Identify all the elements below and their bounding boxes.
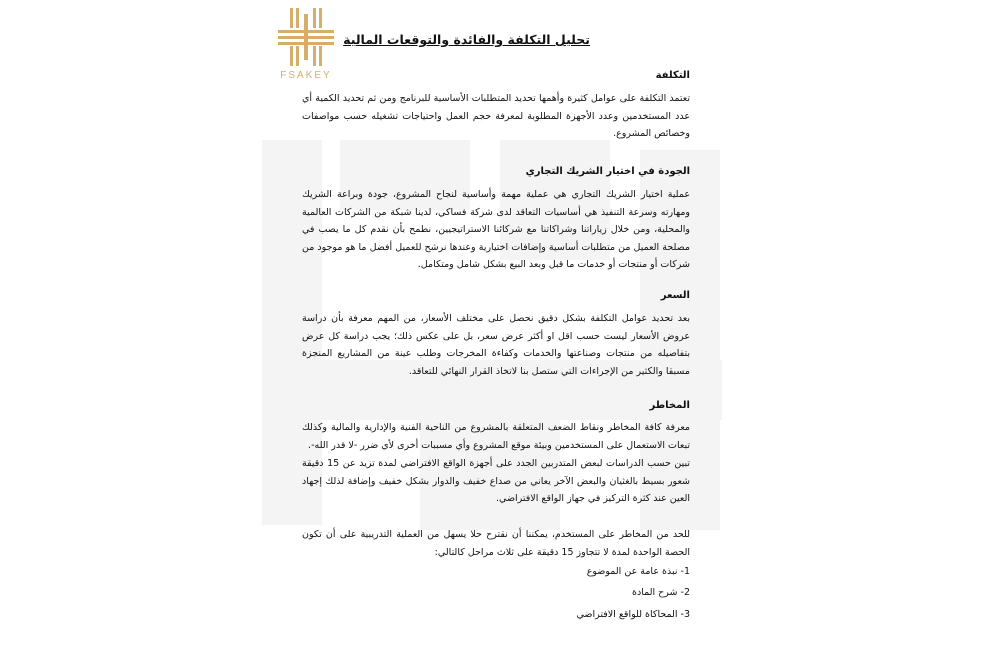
list-item: 1- نبذة عامة عن الموضوع	[586, 566, 690, 577]
section-heading-cost: التكلفة	[655, 70, 690, 81]
logo	[276, 6, 336, 80]
section-body-quality: عملية اختيار الشريك التجاري هي عملية مهمة وأساسية لنجاح المشروع، جودة وبراعة الشريك ومهارته وسرعة التنفيذ هي أساسيات التعاقد لدى شركة فساكي، لدينا شبكة من الشركات العالمية والمحلية، ومن خلال زياراتنا وشراكاتنا مع شركائنا الاستراتيجيين، نطمح بأن نقدم كل ما يصب في مصلحة العميل من متطلبات أساسية وإضافات اختيارية وعندها نرشح للعميل أفضل ما هو موجود من شركات أو منتجات أو خدمات ما قبل وبعد البيع بشكل شامل ومتكامل.	[302, 189, 690, 270]
section-heading-quality: الجودة في اختيار الشريك التجاري	[525, 166, 690, 177]
section-body-risks-1: معرفة كافة المخاطر ونقاط الضعف المتعلقة بالمشروع من الناحية الفنية والإدارية والمالية وكذلك تبعات الاستعمال على المستخدمين وبيئة موقع المشروع وأي مسببات أخرى لأي ضرر -لا قدر الله-.	[302, 422, 690, 451]
logo-brand-text: FSAKEY	[280, 70, 332, 81]
fsakey-logo-icon	[276, 6, 336, 68]
section-body-risks-2: تبين حسب الدراسات لبعض المتدربين الجدد على أجهزة الواقع الافتراضي لمدة تزيد عن 15 دقيقة شعور بسيط بالغثيان والبعض الآخر يعاني من صداع خفيف والدوار بشكل خفيف وإضافة لذلك إجهاد العين عند كثرة التركيز في جهاز الواقع الافتراضي.	[302, 458, 691, 504]
section-heading-risks: المخاطر	[649, 400, 690, 411]
page-title: تحليل التكلفة والفائدة والتوقعات المالية	[343, 32, 590, 47]
section-body-risks-3: للحد من المخاطر على المستخدم، يمكننا أن نقترح حلا يسهل من العملية التدريبية على أن تكون الحصة الواحدة لمدة لا تتجاوز 15 دقيقة على ثلاث مراحل كالتالي:	[302, 529, 690, 558]
list-item: 2- شرح المادة	[632, 587, 690, 598]
section-body-cost: تعتمد التكلفة على عوامل كثيرة وأهمها تحديد المتطلبات الأساسية للبرنامج ومن ثم تحديد الكمية أي عدد المستخدمين وعدد الأجهزة المطلوبة لمعرفة حجم العمل واحتياجات تشغيله حسب مواصفات وخصائص المشروع.	[302, 93, 690, 139]
list-item: 3- المحاكاة للواقع الافتراضي	[576, 609, 690, 620]
section-body-price: بعد تحديد عوامل التكلفة بشكل دقيق نحصل على مختلف الأسعار، من المهم معرفة بأن دراسة عروض الأسعار ليست حسب اقل او أكثر عرض سعر، بل على عكس ذلك؛ يجب دراسة كل عرض بتفاصيله من منتجات وصناعتها والخدمات وكفاءة المخرجات وطلب عينة من المشاريع المنجزة مسبقا والكثير من الإجراءات التي ستصل بنا لاتخاذ القرار النهائي للتعاقد.	[302, 313, 690, 377]
section-heading-price: السعر	[660, 290, 690, 301]
